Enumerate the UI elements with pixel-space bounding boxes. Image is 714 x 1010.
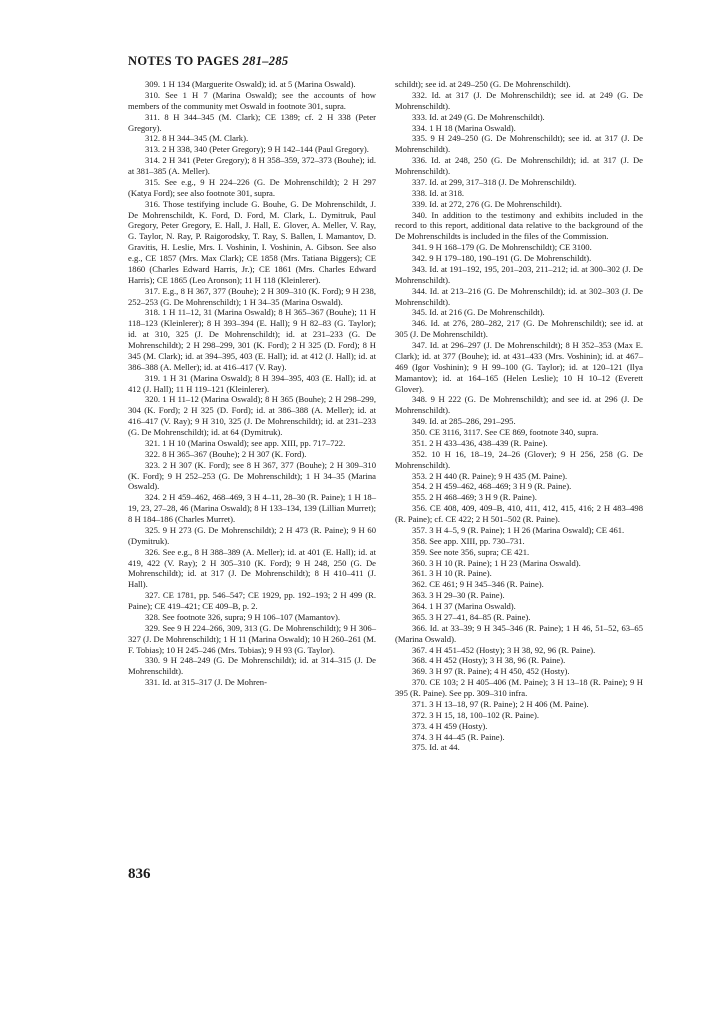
footnote: 316. Those testifying include G. Bouhe, G. De Mohrenschildt, J. De Mohrenschildt, K. Ford, D. Ford, M. Clark, L. Dymitruk, Paul Gregory, Peter Gregory, E. Hall, J. Hall, E. Glover, A. Meller, V. Ray, G. Taylor, N. Ray, P. Raigorodsky, T. Ray, S. Ballen, I. Mamantov, D. Gravitis, H. Leslie, Mrs. I. Voshinin, I. Voshinin, A. Gibson. See also e.g., CE 1857 (Mrs. Max Clark); CE 1858 (Mrs. Tatiana Biggers); CE 1860 (Charles Edward Harris, Jr.); CE 1861 (Mrs. Charles Edward Harris); CE 1865 (Leo Aronson); 11 H 118 (Kleinlerer).: [128, 198, 376, 285]
footnote: 322. 8 H 365–367 (Bouhe); 2 H 307 (K. Ford).: [145, 448, 307, 459]
footnote: 356. CE 408, 409, 409–B, 410, 411, 412, 415, 416; 2 H 483–498 (R. Paine); cf. CE 422; 2 H 501–502 (R. Paine).: [395, 503, 643, 524]
footnote: 311. 8 H 344–345 (M. Clark); CE 1389; cf. 2 H 338 (Peter Gregory).: [128, 111, 376, 133]
footnote: 320. 1 H 11–12 (Marina Oswald); 8 H 365 (Bouhe); 2 H 298–299, 304 (K. Ford); 2 H 325 (D. Ford); id. at 386–388 (A. Meller); id. at 416–417 (V. Ray); 9 H 310, 325 (J. De Mohrenschildt); id. at 231–233 (G. De Mohrenschildt); id. at 64 (Dymitruk).: [128, 394, 376, 437]
footnote: 358. See app. XIII, pp. 730–731.: [412, 535, 525, 546]
footnote: 331. Id. at 315–317 (J. De Mohren-: [145, 677, 267, 688]
footnote: 333. Id. at 249 (G. De Mohrenschildt).: [412, 111, 545, 122]
footnote: 345. Id. at 216 (G. De Mohrenschildt).: [412, 307, 545, 318]
footnote: 343. Id. at 191–192, 195, 201–203, 211–212; id. at 300–302 (J. De Mohrenschildt).: [395, 263, 643, 285]
footnote: 339. Id. at 272, 276 (G. De Mohrenschildt).: [412, 198, 562, 209]
footnote: 369. 3 H 97 (R. Paine); 4 H 450, 452 (Hosty).: [412, 666, 570, 677]
footnote: 328. See footnote 326, supra; 9 H 106–107 (Mamantov).: [145, 611, 341, 622]
footnote: 363. 3 H 29–30 (R. Paine).: [412, 590, 505, 601]
footnote: 365. 3 H 27–41, 84–85 (R. Paine).: [412, 611, 531, 622]
footnote: 364. 1 H 37 (Marina Oswald).: [412, 601, 516, 611]
footnote: 341. 9 H 168–179 (G. De Mohrenschildt); CE 3100.: [412, 242, 592, 253]
footnote: 332. Id. at 317 (J. De Mohrenschildt); see id. at 249 (G. De Mohrenschildt).: [395, 89, 643, 111]
footnote: 361. 3 H 10 (R. Paine).: [412, 568, 492, 579]
footnote: 313. 2 H 338, 340 (Peter Gregory); 9 H 142–144 (Paul Gregory).: [145, 144, 369, 155]
footnote: 368. 4 H 452 (Hosty); 3 H 38, 96 (R. Paine).: [412, 655, 566, 666]
footnote: 315. See e.g., 9 H 224–226 (G. De Mohrenschildt); 2 H 297 (Katya Ford); see also footnote 301, supra.: [128, 176, 376, 198]
footnote: 337. Id. at 299, 317–318 (J. De Mohrenschildt).: [412, 176, 577, 187]
footnote: 336. Id. at 248, 250 (G. De Mohrenschildt); id. at 317 (J. De Mohrenschildt).: [395, 155, 643, 176]
footnote: 351. 2 H 433–436, 438–439 (R. Paine).: [412, 437, 548, 448]
header-prefix: NOTES TO PAGES: [128, 54, 243, 68]
footnote: 329. See 9 H 224–266, 309, 313 (G. De Mohrenschildt); 9 H 306–327 (J. De Mohrenschildt); 1 H 11 (Marina Oswald); 10 H 260–261 (M. F. Tobias); 10 H 245–246 (Mrs. Tobias); 9 H 93 (G. Taylor).: [128, 622, 376, 655]
footnote: 373. 4 H 459 (Hosty).: [412, 720, 488, 731]
left-column: [128, 79, 376, 688]
footnote: 359. See note 356, supra; CE 421.: [412, 546, 530, 557]
footnote: 367. 4 H 451–452 (Hosty); 3 H 38, 92, 96 (R. Paine).: [412, 644, 596, 655]
footnote: 371. 3 H 13–18, 97 (R. Paine); 2 H 406 (M. Paine).: [412, 698, 589, 709]
footnote: 357. 3 H 4–5, 9 (R. Paine); 1 H 26 (Marina Oswald); CE 461.: [412, 524, 625, 535]
footnote: 348. 9 H 222 (G. De Mohrenschildt); and see id. at 296 (J. De Mohrenschildt).: [395, 394, 643, 416]
footnote: 323. 2 H 307 (K. Ford); see 8 H 367, 377 (Bouhe); 2 H 309–310 (K. Ford); 9 H 252–253 (G. De Mohrenschildt); 1 H 34–35 (Marina Oswald).: [128, 459, 376, 492]
footnote: 317. E.g., 8 H 367, 377 (Bouhe); 2 H 309–310 (K. Ford); 9 H 238, 252–253 (G. De Mohrenschildt); 1 H 34–35 (Marina Oswald).: [128, 285, 376, 307]
footnote: 372. 3 H 15, 18, 100–102 (R. Paine).: [412, 709, 539, 720]
footnote: 338. Id. at 318.: [412, 187, 465, 198]
page-header: [128, 54, 288, 69]
right-column: [395, 79, 643, 753]
footnote: 309. 1 H 134 (Marguerite Oswald); id. at 5 (Marina Oswald).: [145, 79, 356, 89]
footnote: 350. CE 3116, 3117. See CE 869, footnote 340, supra.: [412, 427, 599, 437]
footnote: 327. CE 1781, pp. 546–547; CE 1929, pp. 192–193; 2 H 499 (R. Paine); CE 419–421; CE 409–B, p. 2.: [128, 590, 376, 611]
footnote: 342. 9 H 179–180, 190–191 (G. De Mohrenschildt).: [412, 253, 592, 263]
header-pages: 281–285: [242, 54, 289, 68]
footnote: 321. 1 H 10 (Marina Oswald); see app. XIII, pp. 717–722.: [145, 437, 346, 448]
footnote: 330. 9 H 248–249 (G. De Mohrenschildt); id. at 314–315 (J. De Mohrenschildt).: [128, 655, 376, 677]
footnote: 349. Id. at 285–286, 291–295.: [412, 416, 516, 427]
footnote: 353. 2 H 440 (R. Paine); 9 H 435 (M. Paine).: [412, 470, 568, 481]
footnote: 366. Id. at 33–39; 9 H 345–346 (R. Paine); 1 H 46, 51–52, 63–65 (Marina Oswald).: [395, 622, 643, 644]
footnote: 346. Id. at 276, 280–282, 217 (G. De Mohrenschildt); see id. at 305 (J. De Mohrenschildt).: [395, 318, 643, 340]
footnote: 335. 9 H 249–250 (G. De Mohrenschildt); see id. at 317 (J. De Mohrenschildt).: [395, 133, 643, 155]
footnote: 354. 2 H 459–462, 468–469; 3 H 9 (R. Paine).: [412, 481, 572, 492]
footnote: 344. Id. at 213–216 (G. De Mohrenschildt); id. at 302–303 (J. De Mohrenschildt).: [395, 285, 643, 307]
footnote: 370. CE 103; 2 H 405–406 (M. Paine); 3 H 13–18 (R. Paine); 9 H 395 (R. Paine). See pp. 309–310 infra.: [395, 677, 643, 698]
footnote: 319. 1 H 31 (Marina Oswald); 8 H 394–395, 403 (E. Hall); id. at 412 (J. Hall); 11 H 119–121 (Kleinlerer).: [128, 372, 376, 394]
footnote: 360. 3 H 10 (R. Paine); 1 H 23 (Marina Oswald).: [412, 557, 581, 568]
footnote: 340. In addition to the testimony and exhibits included in the record to this report, additional data relative to the background of the De Mohrenschildts is included in the files of the Commission.: [395, 209, 643, 242]
footnote: 374. 3 H 44–45 (R. Paine).: [412, 731, 505, 742]
footnote: 355. 2 H 468–469; 3 H 9 (R. Paine).: [412, 492, 537, 503]
footnote: schildt); see id. at 249–250 (G. De Mohrenschildt).: [395, 79, 571, 89]
footnote: 312. 8 H 344–345 (M. Clark).: [145, 133, 249, 144]
footnote: 334. 1 H 18 (Marina Oswald).: [412, 122, 516, 133]
footnote: 347. Id. at 296–297 (J. De Mohrenschildt); 8 H 352–353 (Max E. Clark); id. at 377 (Bouhe); id. at 431–433 (Mrs. Voshinin); id. at 467–469 (Igor Voshinin); 9 H 99–100 (G. Taylor); id. at 120–121 (Ilya Mamantov); id. at 164–165 (Helen Leslie); 10 H 10–12 (Everett Glover).: [395, 340, 643, 394]
footnote: 310. See 1 H 7 (Marina Oswald); see the accounts of how members of the community met Oswald in footnote 301, supra.: [128, 89, 376, 111]
footnote: 324. 2 H 459–462, 468–469, 3 H 4–11, 28–30 (R. Paine); 1 H 18–19, 23, 27–28, 46 (Marina Oswald); 8 H 133–134, 139 (Lillian Murret); 8 H 184–186 (Charles Murret).: [128, 492, 376, 524]
footnote: 318. 1 H 11–12, 31 (Marina Oswald); 8 H 365–367 (Bouhe); 11 H 118–123 (Kleinlerer); 8 H 393–394 (E. Hall); 9 H 82–83 (G. Taylor); id. at 310, 325 (J. De Mohrenschildt); id. at 231–233 (G. De Mohrenschildt); 2 H 298–299, 301 (K. Ford); 2 H 325 (D. Ford); 8 H 345 (M. Clark); id. at 394–395, 403 (E. Hall); id. at 412 (J. Hall); id. at 386–388 (A. Meller); id. at 416–417 (V. Ray).: [128, 307, 376, 372]
footnote: 375. Id. at 44.: [412, 742, 460, 753]
footnote: 362. CE 461; 9 H 345–346 (R. Paine).: [412, 579, 544, 590]
footnote: 352. 10 H 16, 18–19, 24–26 (Glover); 9 H 256, 258 (G. De Mohrenschildt).: [395, 448, 643, 470]
footnote: 326. See e.g., 8 H 388–389 (A. Meller); id. at 401 (E. Hall); id. at 419, 422 (V. Ray); 2 H 305–310 (K. Ford); 9 H 248, 250 (G. De Mohrenschildt); id. at 317 (J. De Mohrenschildt); 8 H 410–411 (J. Hall).: [128, 546, 376, 590]
footnote: 314. 2 H 341 (Peter Gregory); 8 H 358–359, 372–373 (Bouhe); id. at 381–385 (A. Meller).: [128, 155, 376, 176]
footnote: 325. 9 H 273 (G. De Mohrenschildt); 2 H 473 (R. Paine); 9 H 60 (Dymitruk).: [128, 524, 376, 546]
page-number: 836: [128, 866, 151, 882]
